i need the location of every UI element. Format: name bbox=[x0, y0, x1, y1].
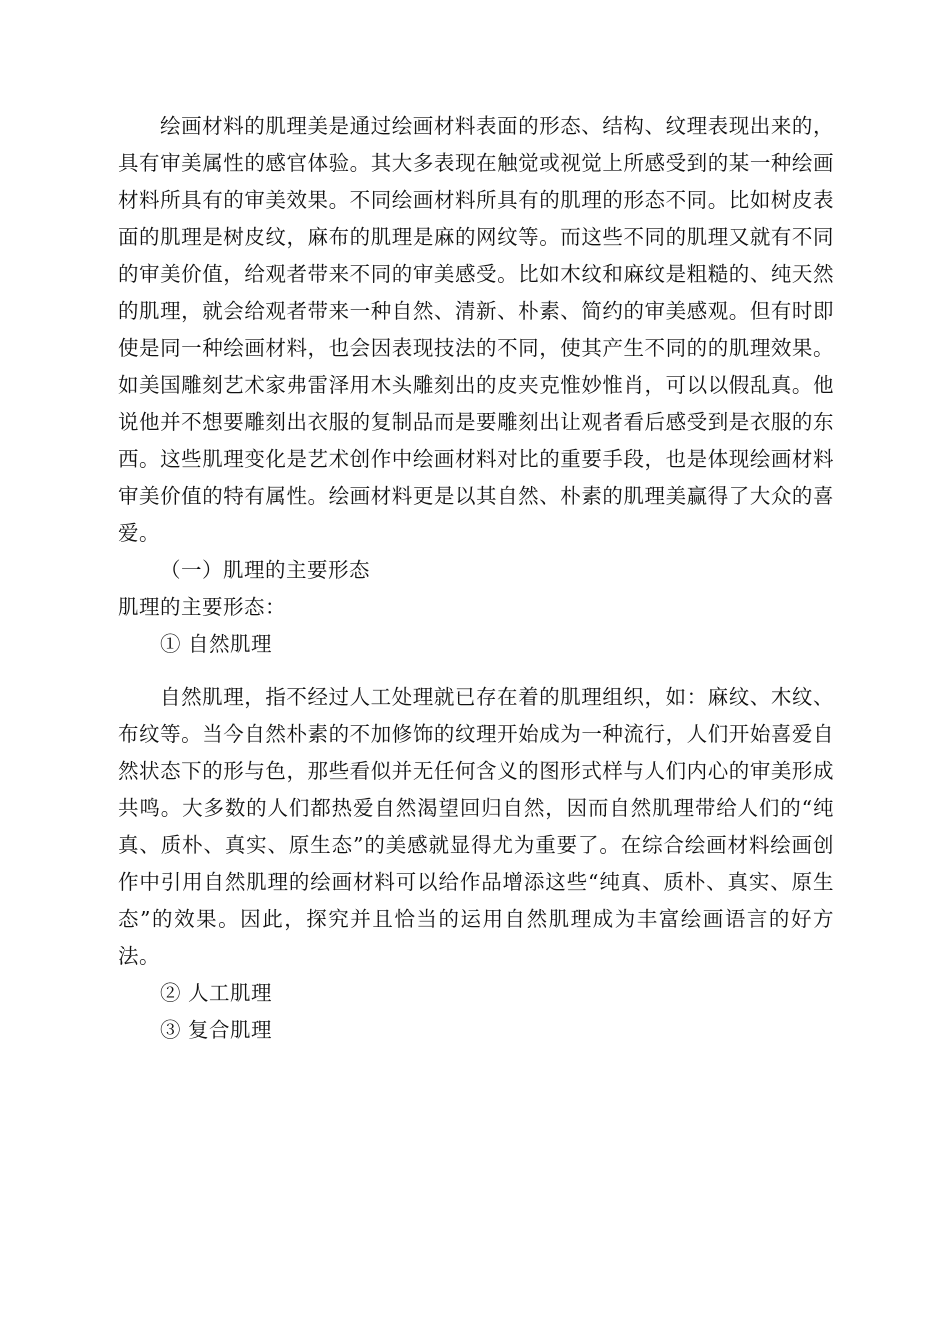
document-page bbox=[118, 108, 834, 1049]
intro-paragraph: 绘画材料的肌理美是通过绘画材料表面的形态、结构、纹理表现出来的，具有审美属性的感官体验。其大多表现在触觉或视觉上所感受到的某一种绘画材料所具有的审美效果。不同绘画材料所具有的肌理的形态不同。比如树皮表面的肌理是树皮纹，麻布的肌理是麻的网纹等。而这些不同的肌理又就有不同的审美价值，给观者带来不同的审美感受。比如木纹和麻纹是粗糙的、纯天然的肌理，就会给观者带来一种自然、清新、朴素、简约的审美感观。但有时即使是同一种绘画材料，也会因表现技法的不同，使其产生不同的的肌理效果。如美国雕刻艺术家弗雷泽用木头雕刻出的皮夹克惟妙惟肖，可以以假乱真。他说他并不想要雕刻出衣服的复制品而是要雕刻出让观者看后感受到是衣服的东西。这些肌理变化是艺术创作中绘画材料对比的重要手段，也是体现绘画材料审美价值的特有属性。绘画材料更是以其自然、朴素的肌理美赢得了大众的喜爱。 bbox=[118, 114, 834, 545]
item-2-heading: ② 人工肌理 bbox=[160, 981, 273, 1005]
item-1-heading: ① 自然肌理 bbox=[160, 632, 273, 656]
item-3-heading: ③ 复合肌理 bbox=[160, 1018, 273, 1042]
section-heading: （一）肌理的主要形态 bbox=[160, 558, 370, 582]
section-lead: 肌理的主要形态： bbox=[118, 595, 286, 619]
item-1-paragraph: 自然肌理，指不经过人工处理就已存在着的肌理组织，如：麻纹、木纹、布纹等。当今自然朴素的不加修饰的纹理开始成为一种流行，人们开始喜爱自然状态下的形与色，那些看似并无任何含义的图形式样与人们内心的审美形成共鸣。大多数的人们都热爱自然渴望回归自然，因而自然肌理带给人们的“纯真、质朴、真实、原生态”的美感就显得尤为重要了。在综合绘画材料绘画创作中引用自然肌理的绘画材料可以给作品增添这些“纯真、质朴、真实、原生态”的效果。因此，探究并且恰当的运用自然肌理成为丰富绘画语言的好方法。 bbox=[118, 685, 834, 968]
